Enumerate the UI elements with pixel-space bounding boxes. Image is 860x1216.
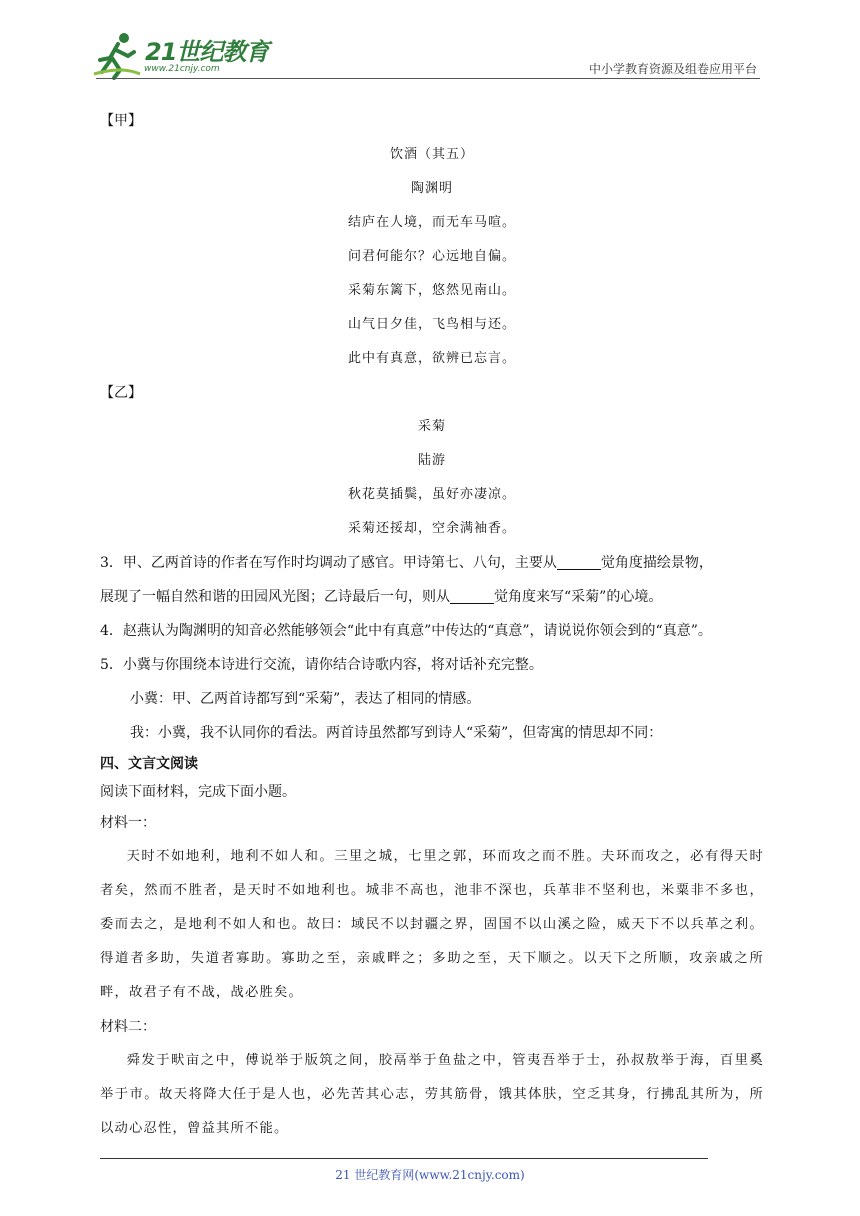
q3-text-4: 觉角度来写“采菊”的心境。 [494, 589, 663, 605]
q3-blank-1[interactable] [557, 553, 601, 570]
poem-a-author: 陶渊明 [410, 181, 453, 196]
dialog-me: 我：小冀，我不认同你的看法。两首诗虽然都写到诗人“采菊”，但寄寓的情思却不同： [130, 725, 663, 741]
poem-a-line: 结庐在人境，而无车马喧。 [347, 215, 516, 230]
poem-b-title: 采菊 [417, 419, 446, 434]
section-4-heading: 四、文言文阅读 [100, 756, 198, 772]
question-3-line1 [100, 546, 764, 580]
footer-divider [100, 1158, 708, 1159]
poem-a-title: 饮酒（其五） [389, 147, 474, 162]
poem-a-line: 山气日夕佳，飞鸟相与还。 [347, 317, 516, 332]
material-1-paragraph: 天时不如地利，地利不如人和。三里之城，七里之郭，环而攻之而不胜。夫环而攻之，必有得天时者矣，然而不胜者，是天时不如地利也。城非不高也，池非不深也，兵革非不坚利也，米粟非不多也，委而去之，是地利不如人和也。故曰：域民不以封疆之界，固国不以山溪之险，威天下不以兵革之利。得道者多助，失道者寡助。寡助之至，亲戚畔之；多助之至，天下顺之。以天下之所顺，攻亲戚之所畔，故君子有不战，战必胜矣。 [100, 849, 764, 1000]
material-2-text [100, 1044, 764, 1146]
question-4: 4．赵燕认为陶渊明的知音必然能够领会“此中有真意”中传达的“真意”，请说说你领会到的“真意”。 [100, 623, 712, 639]
q3-text-1: 3．甲、乙两首诗的作者在写作时均调动了感官。甲诗第七、八句，主要从 [100, 555, 557, 571]
logo-url: www.21cnjy.com [144, 64, 220, 74]
header-divider [96, 78, 760, 79]
poem-b-line: 秋花莫插鬓，虽好亦凄凉。 [347, 487, 516, 502]
question-5: 5．小冀与你围绕本诗进行交流，请你结合诗歌内容，将对话补充完整。 [100, 657, 543, 673]
platform-name: 中小学教育资源及组卷应用平台 [588, 62, 757, 76]
footer-text: 21 世纪教育网(www.21cnjy.com) [335, 1168, 525, 1182]
poem-b-label: 【乙】 [100, 385, 142, 401]
page-header [0, 0, 860, 86]
dialog-xiaoji: 小冀：甲、乙两首诗都写到“采菊”，表达了相同的情感。 [130, 691, 481, 707]
material-1-label: 材料一： [100, 815, 156, 831]
question-3-line2 [100, 580, 764, 614]
material-2-paragraph: 舜发于畎亩之中，傅说举于版筑之间，胶鬲举于鱼盐之中，管夷吾举于士，孙叔敖举于海，百里奚举于市。故天将降大任于是人也，必先苦其心志，劳其筋骨，饿其体肤，空乏其身，行拂乱其所为，所以动心忍性，曾益其所不能。 [100, 1053, 764, 1136]
section-4-instruction: 阅读下面材料，完成下面小题。 [100, 784, 296, 800]
page-content [100, 104, 764, 1146]
poem-b-line: 采菊还挼却，空余满袖香。 [347, 521, 516, 536]
poem-a-line: 此中有真意，欲辨已忘言。 [347, 351, 516, 366]
poem-a-label: 【甲】 [100, 113, 142, 129]
material-1-text [100, 840, 764, 1010]
poem-a-line: 采菊东篱下，悠然见南山。 [347, 283, 516, 298]
poem-a-line: 问君何能尔？心远地自偏。 [347, 249, 516, 264]
q3-text-3: 展现了一幅自然和谐的田园风光图；乙诗最后一句，则从 [100, 589, 450, 605]
poem-b-author: 陆游 [417, 453, 446, 468]
q3-blank-2[interactable] [450, 587, 494, 604]
material-2-label: 材料二： [100, 1019, 156, 1035]
q3-text-2: 觉角度描绘景物， [600, 555, 713, 571]
logo-title: 21世纪教育 [145, 38, 269, 66]
